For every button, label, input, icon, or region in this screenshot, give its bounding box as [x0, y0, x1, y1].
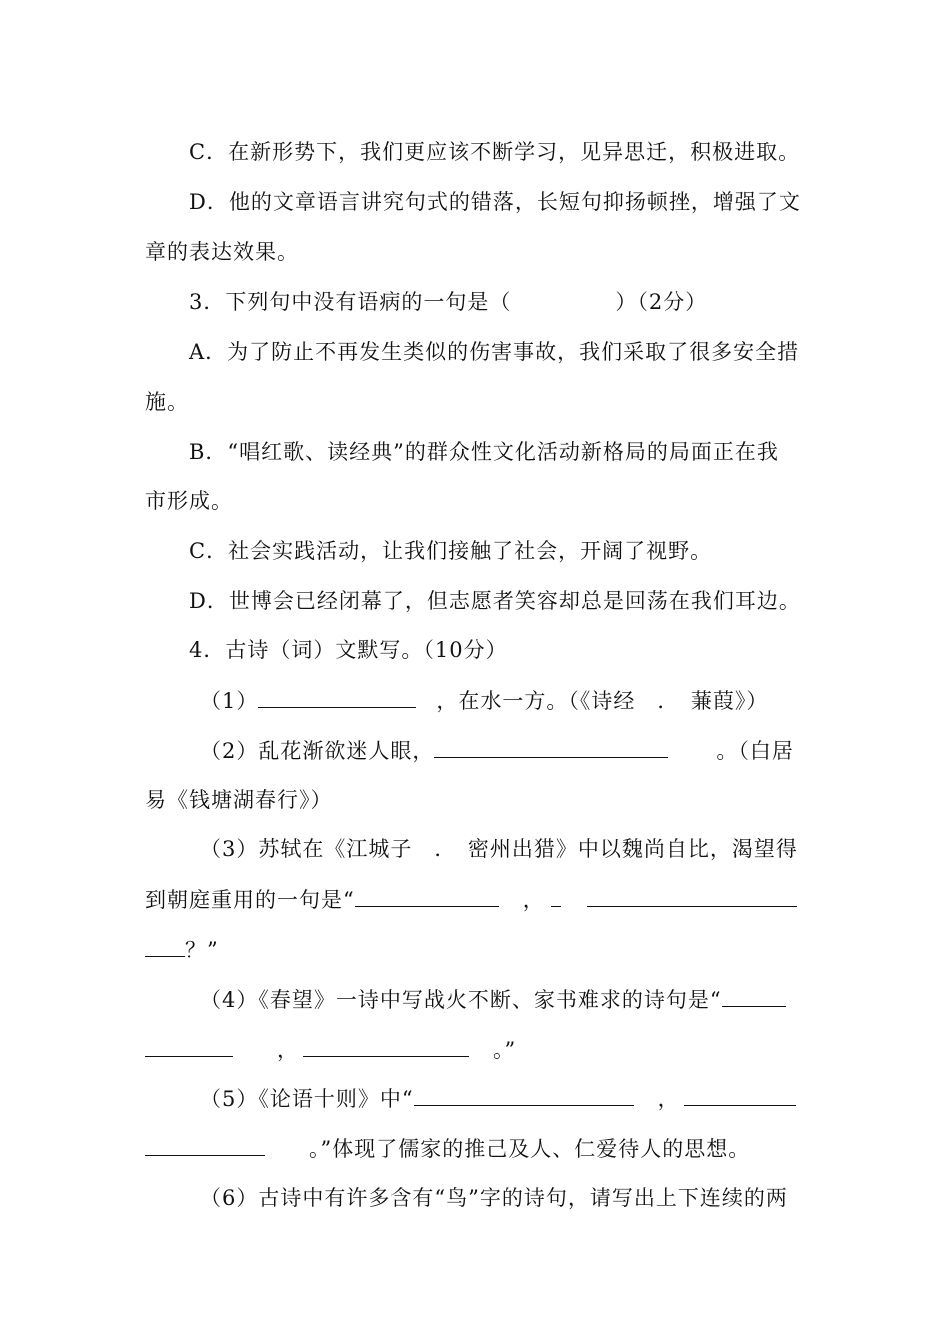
poem-4-end: 。” — [493, 1038, 517, 1062]
poem-1-line — [0, 685, 950, 716]
poem-3-comma: ， — [522, 888, 545, 912]
poem-5-text: （5）《论语十则》中“ — [200, 1087, 414, 1111]
poem-2-line-cont — [0, 785, 950, 815]
poem-2-line — [0, 735, 950, 766]
poem-1-text: ，在水一方。（《诗经 ． 蒹葭》） — [436, 689, 769, 713]
poem-2-end: 。（白居 — [716, 739, 794, 763]
q3-option-d-line — [0, 586, 950, 616]
blank-field[interactable] — [414, 1083, 634, 1106]
q3-option-a-text-cont: 施。 — [145, 390, 189, 414]
question-3-score: ）（2分） — [615, 290, 708, 314]
blank-field[interactable] — [551, 884, 561, 907]
blank-field[interactable] — [722, 984, 786, 1007]
option-d-text: D．他的文章语言讲究句式的错落，长短句抑扬顿挫，增强了文 — [189, 190, 801, 214]
blank-field[interactable] — [145, 934, 185, 957]
poem-3-end: ？” — [185, 938, 219, 962]
poem-1-label: （1） — [200, 689, 259, 713]
poem-2-text: （2）乱花渐欲迷人眼， — [200, 739, 435, 763]
blank-field[interactable] — [434, 735, 668, 758]
blank-field[interactable] — [145, 1133, 265, 1156]
poem-4-comma: ， — [277, 1038, 299, 1062]
poem-2-source: 易《钱塘湖春行》） — [145, 788, 333, 812]
q3-option-a-text: A．为了防止不再发生类似的伤害事故，我们采取了很多安全措 — [189, 340, 800, 364]
question-3-text: 3．下列句中没有语病的一句是（ — [189, 290, 512, 314]
poem-5-comma: ， — [657, 1087, 680, 1111]
blank-field[interactable] — [303, 1034, 469, 1057]
poem-3-text: （3）苏轼在《江城子 ． 密州出猎》中以魏尚自比，渴望得 — [200, 837, 798, 861]
question-4-line — [0, 635, 950, 665]
q3-option-b-text-cont: 市形成。 — [145, 489, 233, 513]
poem-5-end: 。”体现了儒家的推己及人、仁爱待人的思想。 — [309, 1137, 751, 1161]
question-4-text: 4．古诗（词）文默写。（10分） — [189, 638, 508, 662]
poem-3-prompt: 到朝庭重用的一句是“ — [145, 888, 355, 912]
poem-6-text: （6）古诗中有许多含有“鸟”字的诗句，请写出上下连续的两 — [200, 1186, 788, 1210]
option-d-text-cont: 章的表达效果。 — [145, 240, 299, 264]
poem-4-text: （4）《春望》一诗中写战火不断、家书难求的诗句是“ — [200, 988, 722, 1012]
poem-5-line-cont — [0, 1133, 950, 1164]
q3-option-b-line — [0, 437, 950, 467]
poem-6-line — [0, 1183, 950, 1213]
option-d-line-cont — [0, 237, 950, 267]
q3-option-d-text: D．世博会已经闭幕了，但志愿者笑容却总是回荡在我们耳边。 — [189, 589, 801, 613]
blank-field[interactable] — [587, 884, 797, 907]
question-3-line — [0, 287, 950, 317]
option-d-line — [0, 187, 950, 217]
blank-field[interactable] — [258, 685, 416, 708]
q3-option-b-line-cont — [0, 486, 950, 516]
poem-3-line — [0, 834, 950, 864]
blank-field[interactable] — [145, 1034, 233, 1057]
blank-field[interactable] — [684, 1083, 796, 1106]
q3-option-a-line-cont — [0, 387, 950, 417]
q3-option-c-text: C．社会实践活动，让我们接触了社会，开阔了视野。 — [189, 539, 713, 563]
q3-option-a-line — [0, 337, 950, 367]
poem-4-line — [0, 984, 950, 1015]
blank-field[interactable] — [355, 884, 499, 907]
poem-5-line — [0, 1083, 950, 1114]
q3-option-b-text: B．“唱红歌、读经典”的群众性文化活动新格局的局面正在我 — [189, 440, 779, 464]
poem-3-line-cont — [0, 884, 950, 915]
option-c-line — [0, 137, 950, 167]
poem-3-line-end — [0, 934, 950, 965]
q3-option-c-line — [0, 536, 950, 566]
poem-4-line-cont — [0, 1034, 950, 1065]
option-c-text: C．在新形势下，我们更应该不断学习，见异思迁，积极进取。 — [189, 140, 801, 164]
